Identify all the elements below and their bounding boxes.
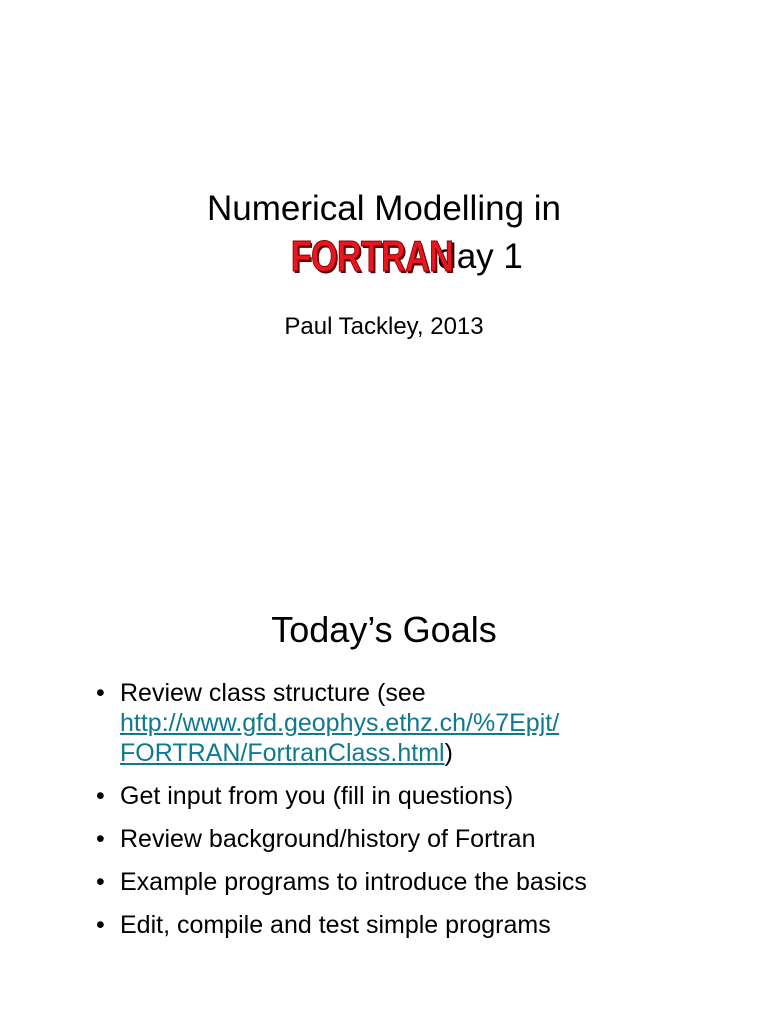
list-item [96,824,756,854]
title-day: day 1 [437,237,523,276]
slide-title-line1: Numerical Modelling in [206,189,562,228]
bullet-icon: • [96,825,105,853]
bullet-text: Review background/history of Fortran [120,825,536,853]
bullet-text: Review class structure (see [120,679,426,707]
bullet-text: Edit, compile and test simple programs [120,911,551,939]
bullet-text: Example programs to introduce the basics [120,868,587,896]
list-item [96,781,756,811]
bullet-text-close: ) [444,739,453,767]
fortran-logo: FORTRAN [290,232,454,281]
goals-list [96,678,756,953]
slide-title-line2 [0,232,768,282]
link-text-line2: FORTRAN/FortranClass.html [120,739,445,767]
bullet-icon: • [96,782,105,810]
class-structure-link[interactable] [120,709,559,767]
author-line: Paul Tackley, 2013 [284,313,484,340]
bullet-icon: • [96,679,105,707]
goals-slide [0,512,768,1024]
goals-title: Today’s Goals [271,609,497,650]
list-item [96,678,756,768]
bullet-text: Get input from you (fill in questions) [120,782,514,810]
bullet-icon: • [96,868,105,896]
link-text-line1: http://www.gfd.geophys.ethz.ch/%7Epjt/ [120,709,560,737]
list-item [96,867,756,897]
list-item [96,910,756,940]
bullet-icon: • [96,911,105,939]
